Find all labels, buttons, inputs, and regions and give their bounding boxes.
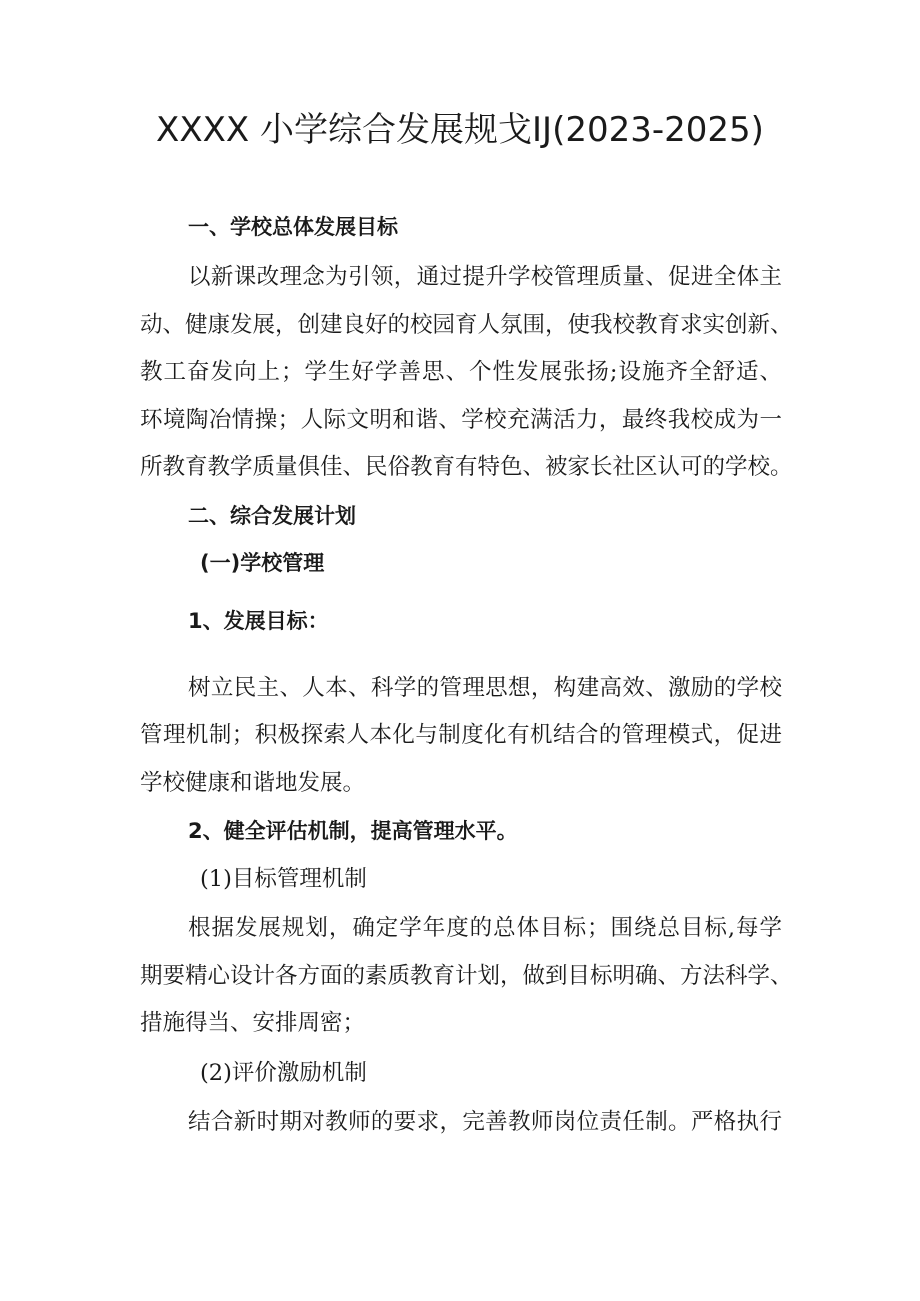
item-heading-development-goal: 1、发展目标： xyxy=(188,609,329,633)
point-heading-evaluation-incentive: (2)评价激励机制 xyxy=(200,1060,367,1086)
section-heading-development-plan: 二、综合发展计划 xyxy=(188,504,356,528)
paragraph-line: 教工奋发向上；学生好学善思、个性发展张扬;设施齐全舒适、 xyxy=(140,359,782,385)
paragraph-line: 树立民主、人本、科学的管理思想，构建高效、激励的学校 xyxy=(188,675,782,701)
paragraph-line: 根据发展规划，确定学年度的总体目标；围绕总目标,每学 xyxy=(188,915,782,941)
subsection-heading-school-management: (一)学校管理 xyxy=(200,551,325,575)
paragraph-line: 学校健康和谐地发展。 xyxy=(140,770,366,796)
point-heading-goal-management: (1)目标管理机制 xyxy=(200,866,367,892)
paragraph-line: 管理机制；积极探索人本化与制度化有机结合的管理模式，促进 xyxy=(140,722,782,748)
paragraph-line: 期要精心设计各方面的素质教育计划，做到目标明确、方法科学、 xyxy=(140,963,793,989)
paragraph-line: 结合新时期对教师的要求，完善教师岗位责任制。严格执行 xyxy=(188,1109,782,1135)
paragraph-line: 环境陶冶情操；人际文明和谐、学校充满活力，最终我校成为一 xyxy=(140,407,782,433)
document-title: XXXX 小学综合发展规戈IJ(2023-2025) xyxy=(156,110,764,150)
paragraph-line: 措施得当、安排周密； xyxy=(140,1010,366,1036)
paragraph-line: 以新课改理念为引领，通过提升学校管理质量、促进全体主 xyxy=(188,264,782,290)
item-heading-evaluation-mechanism: 2、健全评估机制，提高管理水平。 xyxy=(188,819,518,843)
section-heading-overall-goals: 一、学校总体发展目标 xyxy=(188,215,398,239)
paragraph-line: 动、健康发展，创建良好的校园育人氛围，使我校教育求实创新、 xyxy=(140,312,793,338)
paragraph-line: 所教育教学质量俱佳、民俗教育有特色、被家长社区认可的学校。 xyxy=(140,454,793,480)
